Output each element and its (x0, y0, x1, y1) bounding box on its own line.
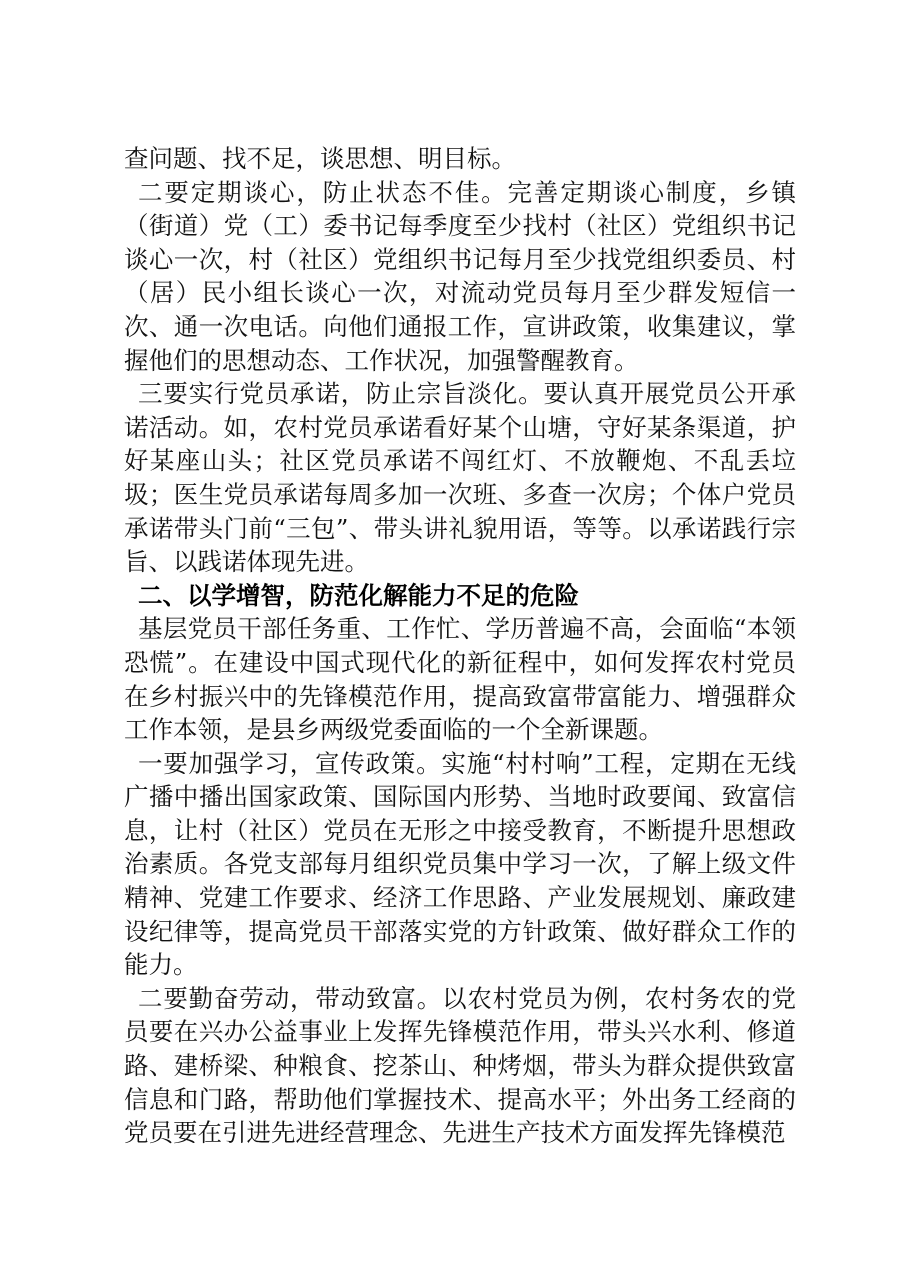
paragraph-strengthen-learning: 一要加强学习，宣传政策。实施“村村响”工程，定期在无线广播中播出国家政策、国际国内形势、当地时政要闻、致富信息，让村（社区）党员在无形之中接受教育，不断提升思想政治素质。各党支部每月组织党员集中学习一次，了解上级文件精神、党建工作要求、经济工作思路、产业发展规划、廉政建设纪律等，提高党员干部落实党的方针政策、做好群众工作的能力。 (124, 748, 796, 980)
section-heading: 二、以学增智，防范化解能力不足的危险 (138, 580, 579, 610)
document-body (124, 142, 796, 1150)
paragraph-member-commitment: 三要实行党员承诺，防止宗旨淡化。要认真开展党员公开承诺活动。如，农村党员承诺看好某个山塘，守好某条渠道，护好某座山头；社区党员承诺不闯红灯、不放鞭炮、不乱丢垃圾；医生党员承诺每周多加一次班、多查一次房；个体户党员承诺带头门前“三包”、带头讲礼貌用语，等等。以承诺践行宗旨、以践诺体现先进。 (124, 379, 796, 577)
paragraph-regular-talks: 二要定期谈心，防止状态不佳。完善定期谈心制度，乡镇（街道）党（工）委书记每季度至少找村（社区）党组织书记谈心一次，村（社区）党组织书记每月至少找党组织委员、村（居）民小组长谈心一次，对流动党员每月至少群发短信一次、通一次电话。向他们通报工作，宣讲政策，收集建议，掌握他们的思想动态、工作状况，加强警醒教育。 (124, 177, 796, 375)
paragraph-diligent-labor: 二要勤奋劳动，带动致富。以农村党员为例，农村务农的党员要在兴办公益事业上发挥先锋模范作用，带头兴水利、修道路、建桥梁、种粮食、挖茶山、种烤烟，带头为群众提供致富信息和门路，帮助他们掌握技术、提高水平；外出务工经商的党员要在引进先进经营理念、先进生产技术方面发挥先锋模范 (124, 983, 796, 1148)
paragraph-capability-intro: 基层党员干部任务重、工作忙、学历普遍不高，会面临“本领恐慌”。在建设中国式现代化的新征程中，如何发挥农村党员在乡村振兴中的先锋模范作用，提高致富带富能力、增强群众工作本领，是县乡两级党委面临的一个全新课题。 (124, 614, 796, 745)
paragraph-continued: 查问题、找不足，谈思想、明目标。 (124, 144, 516, 173)
